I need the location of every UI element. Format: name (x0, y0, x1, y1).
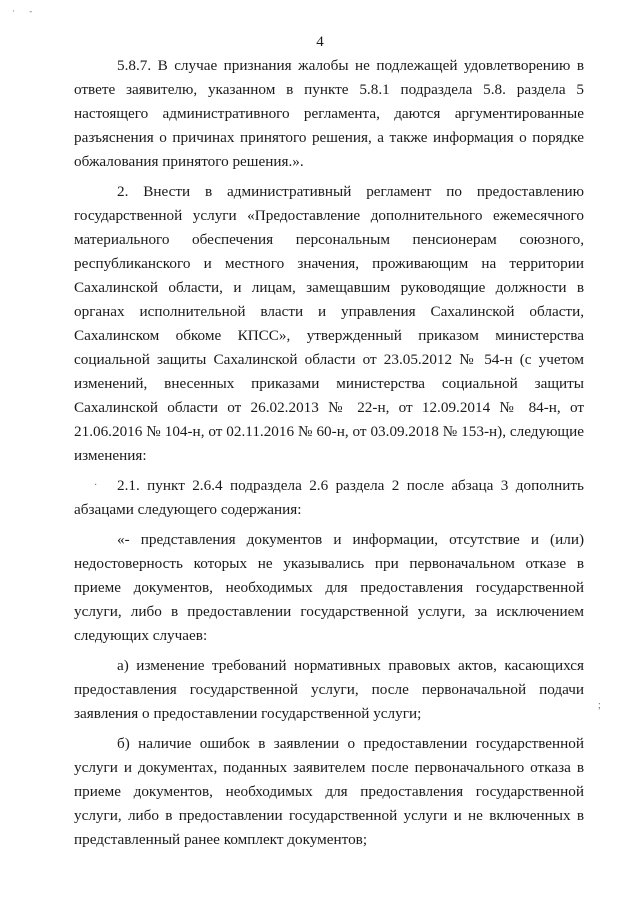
text-line: государственной услуги «Предоставление дополнительного ежемесячного (74, 207, 584, 224)
text-line: представленный ранее комплект документов; (74, 831, 368, 848)
scan-corner-mark: · - (12, 6, 39, 16)
text-line: 21.06.2016 № 104-н, от 02.11.2016 № 60-н, от 03.09.2018 № 153-н), следующие (74, 423, 584, 440)
scan-stray-mark: · (94, 480, 98, 491)
text-line: Сахалинской области, и лицам, замещавшим руководящие должности в (74, 279, 584, 296)
text-line: разъяснения о причинах принятого решения, а также информация о порядке (74, 129, 584, 146)
text-line: 5.8.7. В случае признания жалобы не подлежащей удовлетворению в (117, 57, 584, 74)
text-line: настоящего административного регламента, даются аргументированные (74, 105, 584, 122)
text-line: следующих случаев: (74, 627, 208, 644)
text-line: абзацами следующего содержания: (74, 501, 302, 518)
text-line: Сахалинском обкоме КПСС», утвержденный приказом министерства (74, 327, 584, 344)
text-line: изменения: (74, 447, 147, 464)
text-line: обжалования принятого решения.». (74, 153, 304, 170)
text-line: услуги, либо в предоставлении государственной услуги и не включенных в (74, 807, 584, 824)
text-line: «- представления документов и информации, отсутствие и (или) (117, 531, 584, 548)
scan-stray-mark: ; (598, 700, 601, 711)
text-line: 2.1. пункт 2.6.4 подраздела 2.6 раздела 2 после абзаца 3 дополнить (117, 477, 584, 494)
text-line: услуги и документах, поданных заявителем после первоначального отказа в (74, 759, 584, 776)
text-line: приеме документов, необходимых для предоставления государственной (74, 783, 584, 800)
text-line: материального обеспечения персональным пенсионерам союзного, (74, 231, 584, 248)
text-line: недостоверность которых не указывались при первоначальном отказе в (74, 555, 584, 572)
text-line: предоставления государственной услуги, после первоначальной подачи (74, 681, 584, 698)
text-line: 2. Внести в административный регламент по предоставлению (117, 183, 584, 200)
text-line: республиканского и местного значения, проживающим на территории (74, 255, 584, 272)
text-line: ответе заявителю, указанном в пункте 5.8.1 подраздела 5.8. раздела 5 (74, 81, 584, 98)
text-line: социальной защиты Сахалинской области от 23.05.2012 № 54-н (с учетом (74, 351, 584, 368)
text-line: заявления о предоставлении государственной услуги; (74, 705, 422, 722)
text-line: приеме документов, необходимых для предоставления государственной (74, 579, 584, 596)
page-number: 4 (316, 34, 324, 50)
text-line: Сахалинской области от 26.02.2013 № 22-н, от 12.09.2014 № 84-н, от (74, 399, 584, 416)
text-line: б) наличие ошибок в заявлении о предоставлении государственной (117, 735, 584, 752)
text-line: изменений, внесенных приказами министерства социальной защиты (74, 375, 584, 392)
text-line: услуги, либо в предоставлении государственной услуги, за исключением (74, 603, 584, 620)
text-line: органах исполнительной власти и управления Сахалинской области, (74, 303, 584, 320)
text-line: а) изменение требований нормативных правовых актов, касающихся (117, 657, 584, 674)
